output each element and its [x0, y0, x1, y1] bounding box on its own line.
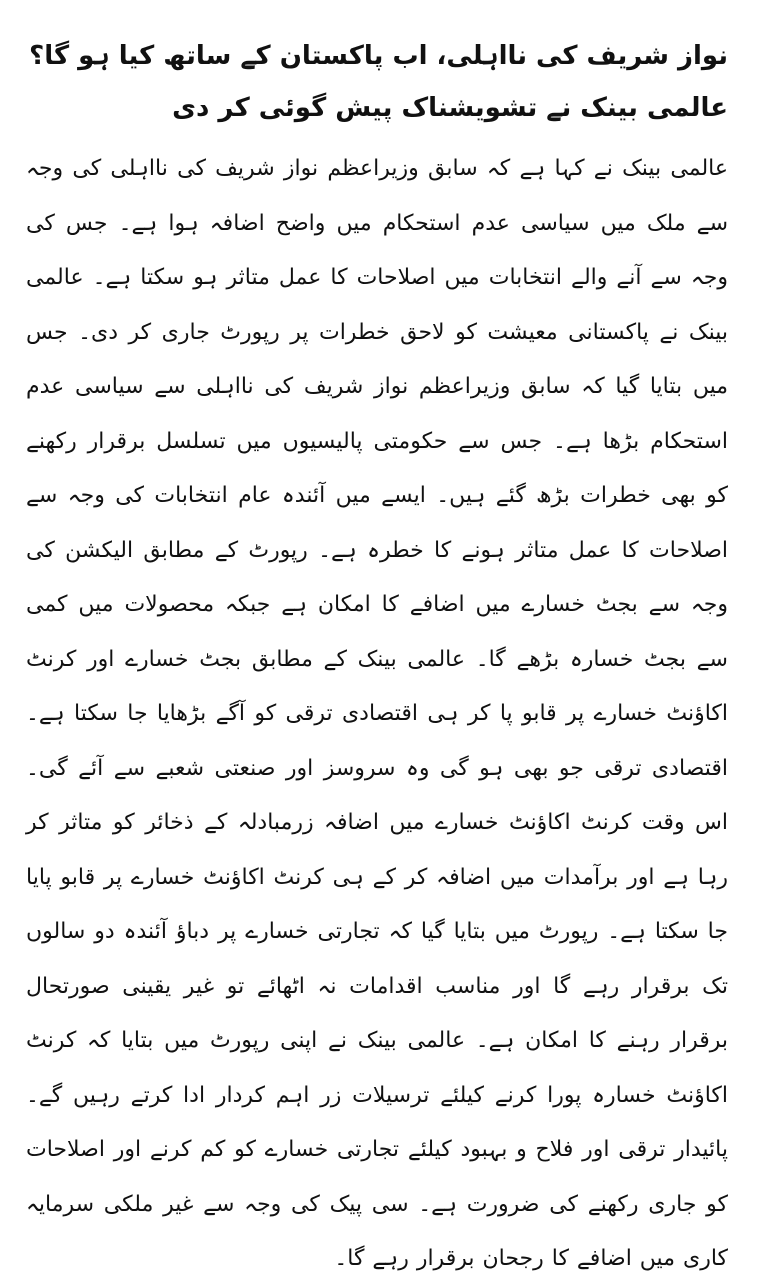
article-body: عالمی بینک نے کہا ہے کہ سابق وزیراعظم نواز شریف کی نااہلی کی وجہ سے ملک میں سیاسی عدم استحکام میں واضح اضافہ ہوا ہے۔ جس کی وجہ سے آنے والے انتخابات میں اصلاحات کا عمل متاثر ہو سکتا ہے۔ عالمی بینک نے پاکستانی معیشت کو لاحق خطرات پر رپورٹ جاری کر دی۔ جس میں بتایا گیا کہ سابق وزیراعظم نواز شریف کی نااہلی سے سیاسی عدم استحکام بڑھا ہے۔ جس سے حکومتی پالیسیوں میں تسلسل برقرار رکھنے کو بھی خطرات بڑھ گئے ہیں۔ ایسے میں آئندہ عام انتخابات کی وجہ سے اصلاحات کا عمل متاثر ہونے کا خطرہ ہے۔ رپورٹ کے مطابق الیکشن کی وجہ سے بجٹ خسارے میں اضافے کا امکان ہے جبکہ محصولات میں کمی سے بجٹ خسارہ بڑھے گا۔ عالمی بینک کے مطابق بجٹ خسارے اور کرنٹ اکاؤنٹ خسارے پر قابو پا کر ہی اقتصادی ترقی کو آگے بڑھایا جا سکتا ہے۔ اقتصادی ترقی جو بھی ہو گی وہ سروسز اور صنعتی شعبے سے آئے گی۔ اس وقت کرنٹ اکاؤنٹ خسارے میں اضافہ زرمبادلہ کے ذخائر کو متاثر کر رہا ہے اور برآمدات میں اضافہ کر کے ہی کرنٹ اکاؤنٹ خسارے پر قابو پایا جا سکتا ہے۔ رپورٹ میں بتایا گیا کہ تجارتی خسارے پر دباؤ آئندہ دو سالوں تک برقرار رہے گا اور مناسب اقدامات نہ اٹھائے تو غیر یقینی صورتحال برقرار رہنے کا امکان ہے۔ عالمی بینک نے اپنی رپورٹ میں بتایا کہ کرنٹ اکاؤنٹ خسارہ پورا کرنے کیلئے ترسیلات زر اہم کردار ادا کرتے رہیں گے۔ پائیدار ترقی اور فلاح و بہبود کیلئے تجارتی خسارے کو کم کرنے اور اصلاحات کو جاری رکھنے کی ضرورت ہے۔ سی پیک کی وجہ سے غیر ملکی سرمایہ کاری میں اضافے کا رجحان برقرار رہے گا۔ — [26, 156, 728, 1271]
article-headline: نواز شریف کی نااہلی، اب پاکستان کے ساتھ کیا ہو گا؟ عالمی بینک نے تشویشناک پیش گوئی کر دی — [29, 41, 728, 123]
